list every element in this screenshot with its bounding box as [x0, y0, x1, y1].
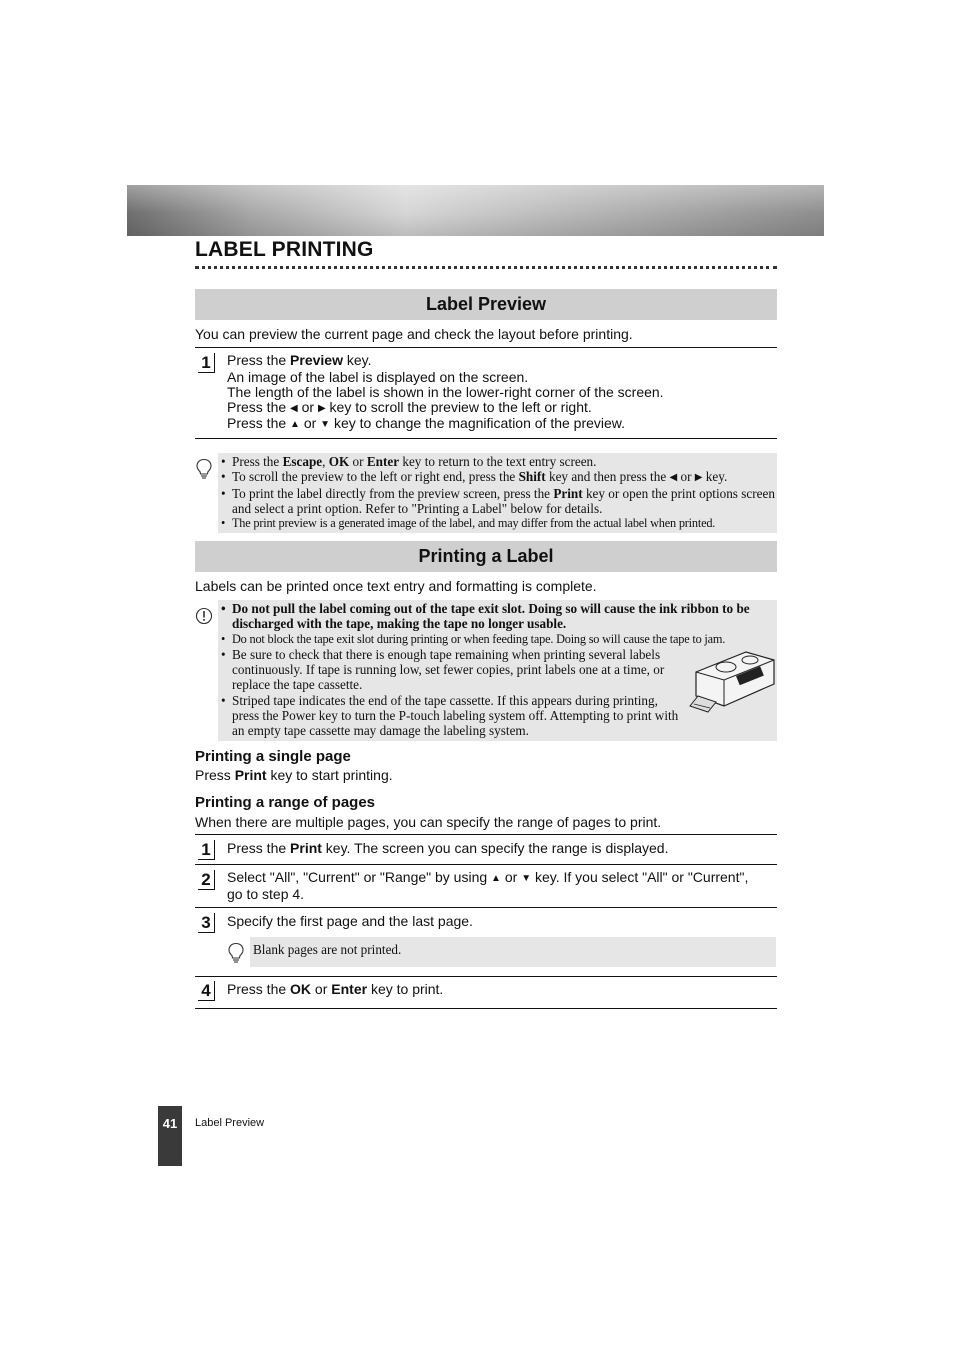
left-arrow-icon: ◀ — [290, 403, 298, 414]
step-divider — [195, 1008, 777, 1009]
note-bullet: • Press the Escape, OK or Enter key to return to the text entry screen. — [220, 454, 777, 469]
note-bullet: • To print the label directly from the preview screen, press the Print key or open the print options screen and select a print option. Refer to "Printing a Label" below for details. — [220, 486, 777, 517]
lightbulb-icon — [195, 458, 213, 480]
step-line: Press the ◀ or ▶ key to scroll the preview to the left or right. — [227, 399, 592, 415]
range-intro: When there are multiple pages, you can specify the range of pages to print. — [195, 814, 662, 830]
down-arrow-icon: ▼ — [320, 419, 331, 430]
page-number: 41 — [158, 1106, 182, 1166]
up-arrow-icon: ▲ — [491, 873, 501, 884]
step-divider — [195, 976, 777, 977]
down-arrow-icon: ▼ — [521, 873, 532, 884]
step-divider — [195, 438, 777, 439]
banner-shine — [127, 185, 824, 236]
step-line: An image of the label is displayed on the screen. — [227, 369, 529, 385]
step-line: Select "All", "Current" or "Range" by using ▲ or ▼ key. If you select "All" or "Current", — [227, 869, 749, 885]
range-step-4: Press the OK or Enter key to print. — [227, 981, 444, 997]
preview-step-1 — [227, 353, 664, 432]
step-number: 1 — [198, 353, 215, 373]
caution-icon — [195, 606, 213, 628]
header-banner — [127, 185, 824, 236]
lightbulb-icon — [227, 942, 245, 964]
subheading-range-of-pages: Printing a range of pages — [195, 794, 376, 811]
step-divider — [195, 834, 777, 835]
subheading-single-page: Printing a single page — [195, 748, 351, 765]
hint-note-preview — [218, 453, 777, 533]
footer-section-label: Label Preview — [195, 1117, 265, 1129]
step-divider — [195, 907, 777, 908]
right-arrow-icon: ▶ — [694, 472, 703, 484]
caution-note — [218, 600, 777, 741]
page-title: LABEL PRINTING — [195, 238, 374, 261]
step-number: 4 — [198, 981, 215, 1001]
step-line: The length of the label is shown in the lower-right corner of the screen. — [227, 384, 664, 400]
printing-intro: Labels can be printed once text entry and formatting is complete. — [195, 578, 597, 594]
tape-cassette-illustration — [688, 646, 778, 718]
step-line: Press the ▲ or ▼ key to change the magnification of the preview. — [227, 415, 626, 431]
range-step-2 — [227, 870, 775, 902]
hint-note-blank-pages: Blank pages are not printed. — [250, 937, 776, 967]
range-step-1: Press the Print key. The screen you can specify the range is displayed. — [227, 840, 669, 856]
step-number: 1 — [198, 840, 215, 860]
step-number: 3 — [198, 913, 215, 933]
caution-bullet: • Do not pull the label coming out of the tape exit slot. Doing so will cause the ink ribbon to be discharged with the tape, making the tape no longer usable. — [220, 601, 777, 632]
caution-bullet: • Do not block the tape exit slot during printing or when feeding tape. Doing so will cause the tape to jam. — [220, 632, 777, 647]
note-bullet: • To scroll the preview to the left or right end, press the Shift key and then press the ◀ or ▶ key. — [220, 469, 777, 485]
up-arrow-icon: ▲ — [290, 419, 300, 430]
left-arrow-icon: ◀ — [669, 472, 678, 484]
step-divider — [195, 864, 777, 865]
title-divider — [195, 266, 777, 269]
caution-bullet: • Striped tape indicates the end of the tape cassette. If this appears during printing, press the Power key to turn the P-touch labeling system off. Attempting to print with an empty tape cassette may damage the labeling system. — [220, 693, 688, 739]
range-step-3: Specify the first page and the last page. — [227, 913, 473, 929]
note-bullet: • The print preview is a generated image of the label, and may differ from the actual label when printed. — [220, 516, 777, 531]
step-line: Press the Preview key. — [227, 352, 372, 368]
step-divider — [195, 347, 777, 348]
section-heading-printing-a-label: Printing a Label — [195, 541, 777, 572]
preview-intro: You can preview the current page and check the layout before printing. — [195, 326, 633, 342]
caution-bullet: • Be sure to check that there is enough tape remaining when printing several labels continuously. If tape is running low, set fewer copies, print labels one at a time, or replace the tape cassette. — [220, 647, 688, 693]
step-line: go to step 4. — [227, 886, 305, 902]
step-number: 2 — [198, 870, 215, 890]
right-arrow-icon: ▶ — [317, 403, 326, 414]
section-heading-label-preview: Label Preview — [195, 289, 777, 320]
single-page-text: Press Print key to start printing. — [195, 767, 393, 783]
